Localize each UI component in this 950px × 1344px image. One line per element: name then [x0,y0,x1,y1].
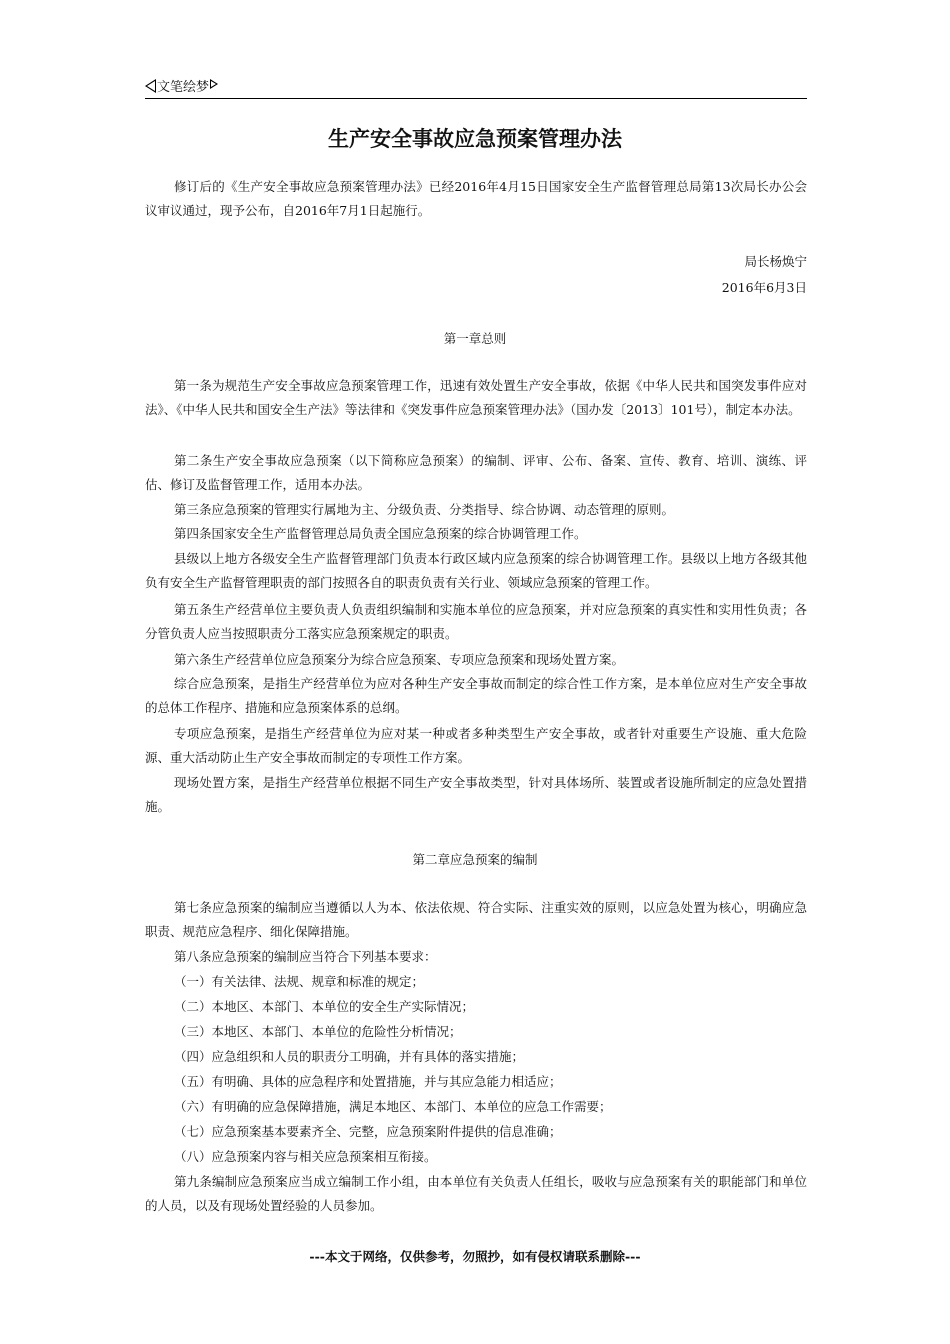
list-item: （六）有明确的应急保障措施，满足本地区、本部门、本单位的应急工作需要； [174,1099,612,1114]
list-item: （二）本地区、本部门、本单位的安全生产实际情况； [174,999,475,1014]
list-item: （四）应急组织和人员的职责分工明确，并有具体的落实措施； [174,1049,525,1064]
signature-date: 2016年6月3日 [721,280,807,295]
article-paragraph: 综合应急预案，是指生产经营单位为应对各种生产安全事故而制定的综合性工作方案，是本单位应对生产安全事故的总体工作程序、措施和应急预案体系的总纲。 [145,676,807,715]
triangle-left-icon [145,79,156,93]
list-item: （一）有关法律、法规、规章和标准的规定； [174,974,425,989]
article-paragraph: 现场处置方案，是指生产经营单位根据不同生产安全事故类型，针对具体场所、装置或者设施所制定的应急处置措施。 [145,775,807,814]
article-paragraph: 第四条国家安全生产监督管理总局负责全国应急预案的综合协调管理工作。 [174,526,587,541]
article-paragraph: 专项应急预案，是指生产经营单位为应对某一种或者多种类型生产安全事故，或者针对重要生产设施、重大危险源、重大活动防止生产安全事故而制定的专项性工作方案。 [145,726,807,765]
article-paragraph: 第五条生产经营单位主要负责人负责组织编制和实施本单位的应急预案，并对应急预案的真实性和实用性负责；各分管负责人应当按照职责分工落实应急预案规定的职责。 [145,602,807,641]
article-paragraph: 第八条应急预案的编制应当符合下列基本要求： [174,949,437,964]
chapter-heading: 第二章应急预案的编制 [412,852,538,867]
intro-paragraph: 修订后的《生产安全事故应急预案管理办法》已经2016年4月15日国家安全生产监督管理总局第13次局长办公会议审议通过，现予公布，自2016年7月1日起施行。 [145,179,807,218]
list-item: （七）应急预案基本要素齐全、完整，应急预案附件提供的信息准确； [174,1124,562,1139]
article-paragraph: 第七条应急预案的编制应当遵循以人为本、依法依规、符合实际、注重实效的原则，以应急处置为核心，明确应急职责、规范应急程序、细化保障措施。 [145,900,807,939]
signature-name: 局长杨焕宁 [744,254,807,269]
article-paragraph: 第一条为规范生产安全事故应急预案管理工作，迅速有效处置生产安全事故，依据《中华人民共和国突发事件应对法》、《中华人民共和国安全生产法》等法律和《突发事件应急预案管理办法》（国办发〔2013〕101号），制定本办法。 [145,378,807,417]
list-item: （三）本地区、本部门、本单位的危险性分析情况； [174,1024,462,1039]
article-paragraph: 第六条生产经营单位应急预案分为综合应急预案、专项应急预案和现场处置方案。 [174,652,625,667]
document-title: 生产安全事故应急预案管理办法 [328,127,622,151]
page-header [145,74,807,99]
triangle-right-icon [210,79,218,89]
footer-disclaimer: ---本文于网络，仅供参考，勿照抄，如有侵权请联系删除--- [309,1249,641,1264]
chapter-heading: 第一章总则 [443,331,507,346]
list-item: （八）应急预案内容与相关应急预案相互衔接。 [174,1149,437,1164]
article-paragraph: 第三条应急预案的管理实行属地为主、分级负责、分类指导、综合协调、动态管理的原则。 [174,502,675,517]
article-paragraph: 县级以上地方各级安全生产监督管理部门负责本行政区域内应急预案的综合协调管理工作。县级以上地方各级其他负有安全生产监督管理职责的部门按照各自的职责负责有关行业、领域应急预案的管理工作。 [145,551,807,590]
article-paragraph: 第九条编制应急预案应当成立编制工作小组，由本单位有关负责人任组长，吸收与应急预案有关的职能部门和单位的人员，以及有现场处置经验的人员参加。 [145,1174,807,1213]
list-item: （五）有明确、具体的应急程序和处置措施，并与其应急能力相适应； [174,1074,562,1089]
brand-name: 文笔绘梦 [157,80,210,95]
brand [145,76,218,95]
article-paragraph: 第二条生产安全事故应急预案（以下简称应急预案）的编制、评审、公布、备案、宣传、教育、培训、演练、评估、修订及监督管理工作，适用本办法。 [145,453,807,492]
